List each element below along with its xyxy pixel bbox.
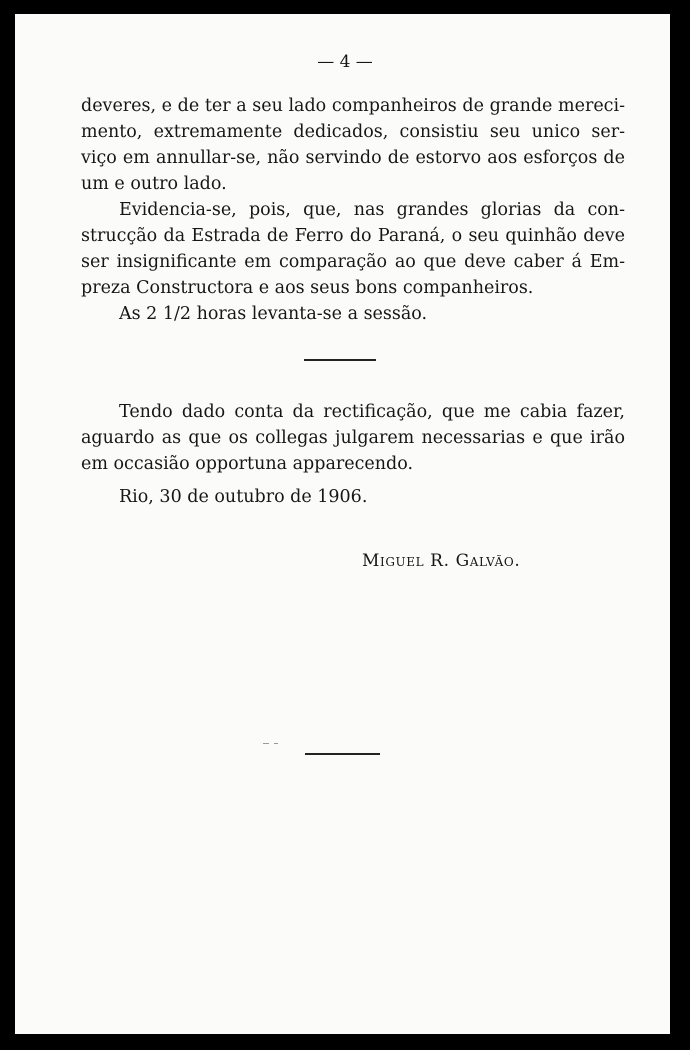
paragraph-line: Tendo dado conta da rectificação, que me cabia fazer, (119, 402, 625, 422)
paragraph-line: preza Constructora e aos seus bons companheiros. (81, 278, 534, 298)
end-divider (305, 753, 380, 755)
paragraph-line: aguardo as que os collegas julgarem necessarias e que irão (81, 428, 625, 448)
paragraph-line: Evidencia-se, pois, que, nas grandes glorias da con- (119, 200, 625, 220)
paragraph-line: deveres, e de ter a seu lado companheiros de grande mereci- (81, 96, 625, 116)
paragraph-line: strucção da Estrada de Ferro do Paraná, o seu quinhão deve (81, 226, 625, 246)
paragraph-line: em occasião opportuna apparecendo. (81, 454, 414, 474)
date-line: Rio, 30 de outubro de 1906. (119, 487, 368, 507)
paragraph-line: viço em annullar-se, não servindo de estorvo aos esforços de (81, 148, 625, 168)
signature: Miguel R. Galvão. (362, 551, 521, 571)
paragraph-line: mento, extremamente dedicados, consistiu seu unico ser- (81, 122, 625, 142)
print-speck (274, 743, 278, 744)
paragraph-line: ser insignificante em comparação ao que deve caber á Em- (81, 252, 625, 272)
print-speck (263, 743, 269, 744)
document-page (15, 14, 670, 1034)
page-number: — 4 — (317, 52, 373, 72)
paragraph-line: um e outro lado. (81, 174, 227, 194)
section-divider (304, 359, 376, 361)
closing-line: As 2 1/2 horas levanta-se a sessão. (119, 304, 428, 324)
